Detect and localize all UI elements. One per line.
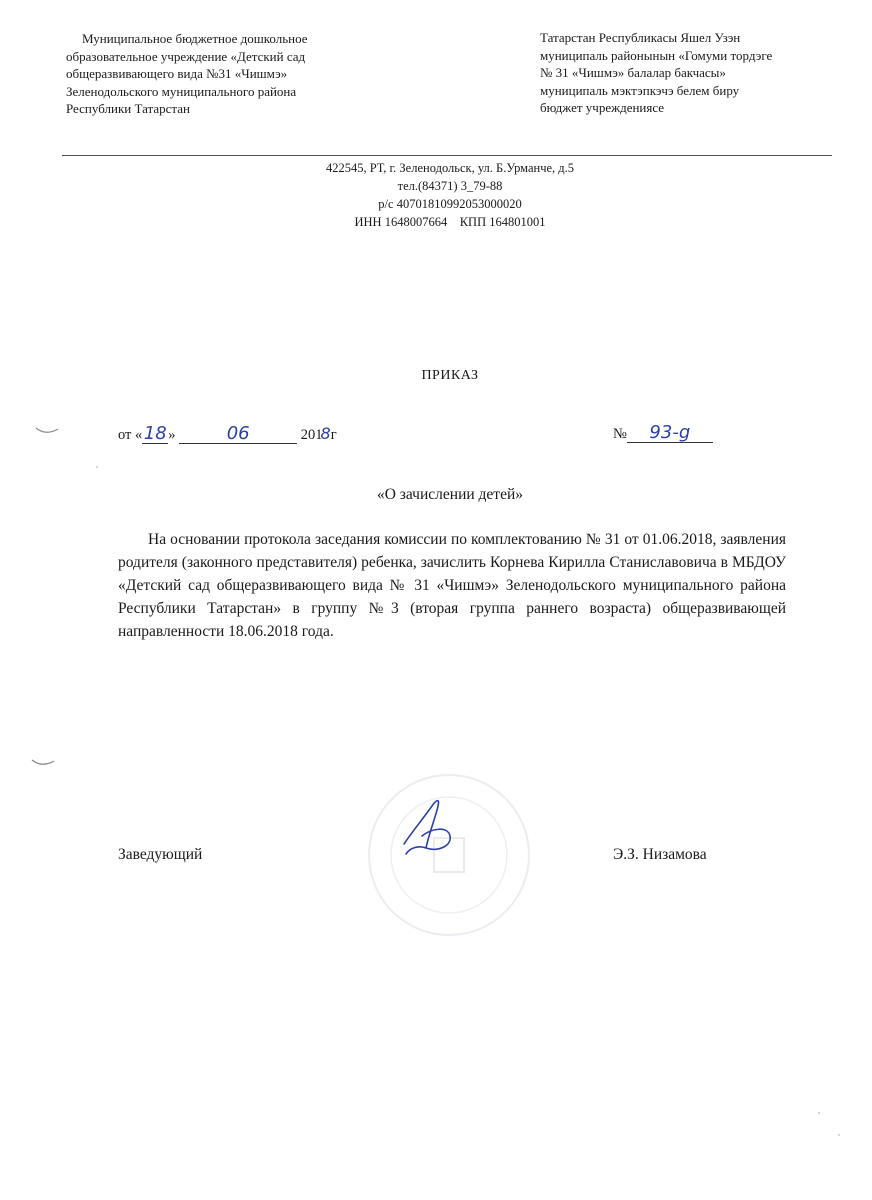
document-title: ПРИКАЗ bbox=[421, 368, 479, 383]
order-body: На основании протокола заседания комиссии по комплектованию № 31 от 01.06.2018, заявления родителя (законного представителя) ребенка, зачислить Корнева Кирилла Станиславовича в МБДОУ «Детский сад общеразвивающего вида № 31 «Чишмэ» Зеленодольского муниципального района Республики Татарстан» в группу №3 (вторая группа раннего возраста) общеразвивающей направленности 18.06.2018 года. bbox=[118, 531, 786, 640]
punch-hole-mark bbox=[34, 424, 60, 438]
header-left-line: Муниципальное бюджетное дошкольное bbox=[82, 31, 308, 46]
address-line: 422545, РТ, г. Зеленодольск, ул. Б.Урманче, д.5 bbox=[325, 161, 575, 175]
scan-speck bbox=[838, 1134, 840, 1136]
date-prefix: от bbox=[118, 427, 132, 443]
punch-hole-mark bbox=[30, 756, 56, 770]
header-right-line: № 31 «Чишмэ» балалар бакчасы» bbox=[540, 65, 726, 80]
number-handwritten: 93-g bbox=[627, 424, 713, 443]
header-left-line: общеразвивающего вида №31 «Чишмэ» bbox=[66, 66, 288, 81]
scan-speck bbox=[96, 466, 98, 468]
header-right-line: муниципаль мэктэпкэчэ белем биру bbox=[540, 82, 740, 98]
date-year-suffix: г bbox=[330, 427, 337, 443]
header-left-line: Зеленодольского муниципального района bbox=[66, 83, 297, 99]
header-right-line: муниципаль районынын «Гомуми тордэге bbox=[540, 47, 773, 63]
date-quote-close: » bbox=[168, 427, 176, 443]
organization-name-russian bbox=[66, 30, 396, 118]
date-month-handwritten: 06 bbox=[179, 425, 297, 444]
date-quote-open: « bbox=[135, 427, 143, 443]
phone-line: тел.(84371) 3_79-88 bbox=[397, 179, 503, 193]
date-year-handwritten: 8 bbox=[320, 424, 331, 443]
header-right-line: Татарстан Республикасы Яшел Узэн bbox=[540, 30, 741, 45]
date-day-handwritten: 18 bbox=[143, 423, 167, 444]
address-block bbox=[250, 159, 650, 231]
order-subject: «О зачислении детей» bbox=[376, 486, 523, 503]
signatory-name: Э.З. Низамова bbox=[613, 846, 707, 863]
header-left-line: Республики Татарстан bbox=[66, 101, 190, 116]
header-right-line: бюджет учреждениясе bbox=[540, 100, 665, 115]
number-label: № bbox=[613, 426, 627, 442]
order-number bbox=[613, 424, 713, 443]
header-divider bbox=[62, 155, 832, 156]
handwritten-signature bbox=[392, 792, 472, 862]
organization-name-tatar bbox=[540, 29, 840, 117]
header-left-line: образовательное учреждение «Детский сад bbox=[66, 48, 306, 64]
signatory-role: Заведующий bbox=[118, 846, 203, 863]
order-date bbox=[118, 424, 337, 444]
scan-speck bbox=[818, 1112, 820, 1114]
tax-id-line: ИНН 1648007664 КПП 164801001 bbox=[354, 215, 546, 229]
account-line: р/с 40701810992053000020 bbox=[378, 197, 522, 211]
date-year-printed: 201 bbox=[300, 427, 323, 443]
